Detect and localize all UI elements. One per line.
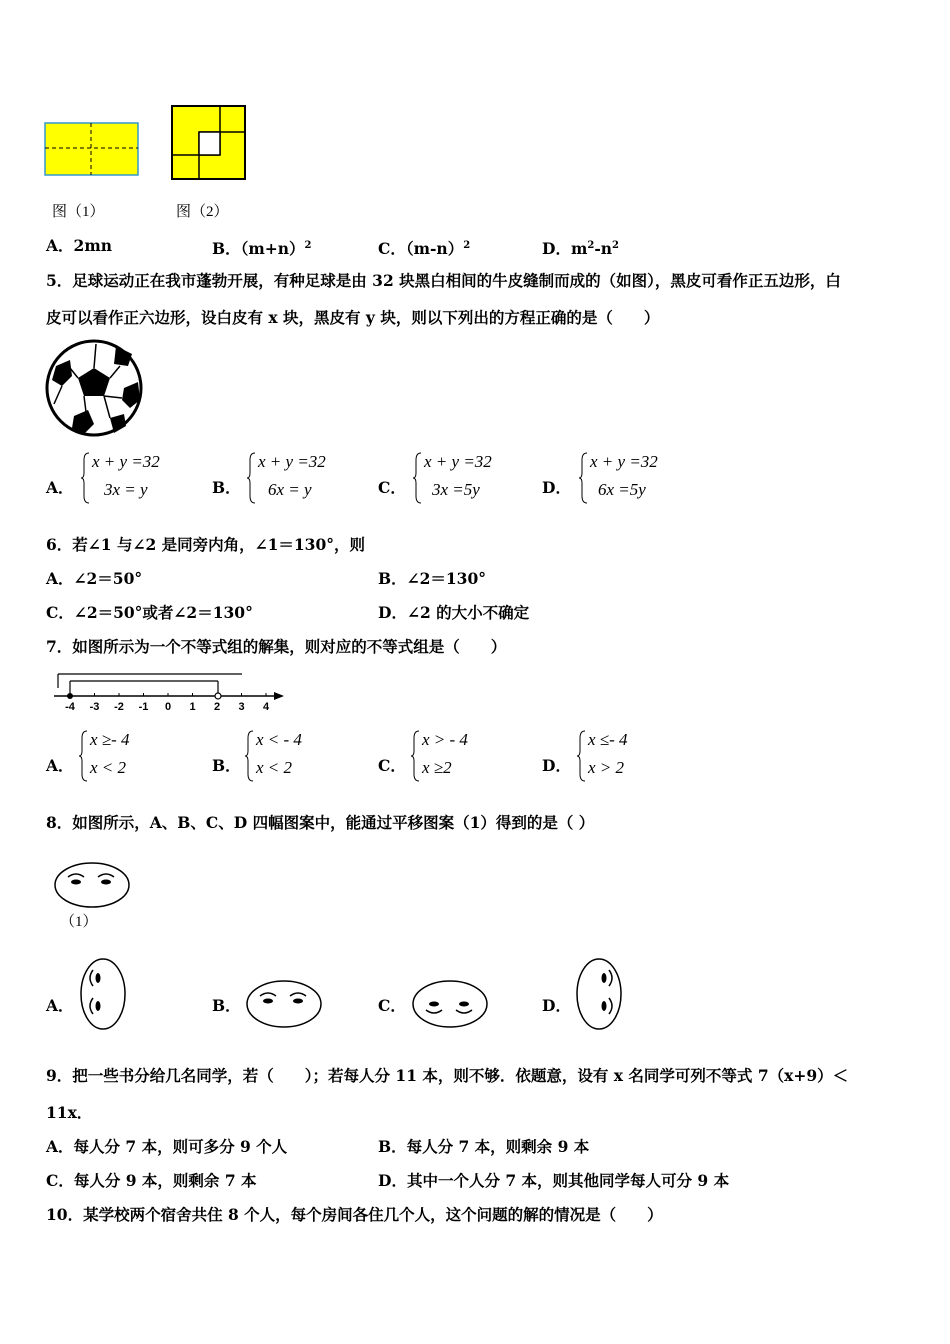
number-line-endpoint-right xyxy=(215,693,221,699)
number-line-tick-label: 2 xyxy=(213,701,221,713)
q8-option-d-face xyxy=(572,956,626,1032)
q8-option-a-face xyxy=(76,956,130,1032)
number-line-tick-label: -2 xyxy=(114,701,124,713)
q7-option-d-system: x ≤- 4 x > 2 xyxy=(576,730,686,786)
brace-icon xyxy=(80,452,90,504)
soccer-ball-image xyxy=(44,338,146,438)
figure-1-rectangle xyxy=(44,120,140,178)
q8-option-b-label: B． xyxy=(212,996,241,1015)
q5-option-d-label: D． xyxy=(542,478,571,497)
brace-icon xyxy=(412,452,422,504)
number-line-tick-label: -3 xyxy=(89,701,100,713)
q8-option-a-label: A． xyxy=(46,996,74,1015)
figure-2-square xyxy=(170,104,248,182)
q8-option-d-label: D． xyxy=(542,996,571,1015)
q7-option-b-label: B． xyxy=(212,756,241,775)
q9-stem-line2: 11x． xyxy=(46,1103,93,1122)
q6-option-b: B．∠2＝130° xyxy=(378,569,486,588)
face-figure-1 xyxy=(52,860,132,910)
q7-option-d-label: D． xyxy=(542,756,571,775)
q4-option-d: D．$m^2-n^2$ xyxy=(542,239,619,259)
brace-icon xyxy=(244,730,254,782)
brace-icon xyxy=(78,730,88,782)
number-line-tick-label: 1 xyxy=(189,701,196,713)
q5-option-c-system: x + y =32 3x =5y xyxy=(412,452,522,508)
brace-icon xyxy=(576,730,586,782)
number-line-tick-label: 4 xyxy=(262,701,270,713)
q7-option-b-system: x < - 4 x < 2 xyxy=(244,730,354,786)
q4-option-c: C．$(m-n)^2$ xyxy=(378,239,471,259)
q5-stem-line1: 5．足球运动正在我市蓬勃开展，有种足球是由 32 块黑白相间的牛皮缝制而成的（如图），黑皮可看作正五边形，白 xyxy=(46,271,841,290)
q9-option-a: A．每人分 7 本，则可多分 9 个人 xyxy=(46,1137,288,1156)
q6-option-c: C．∠2＝50°或者∠2＝130° xyxy=(46,603,253,622)
q6-stem: 6．若∠1 与∠2 是同旁内角，∠1＝130°，则 xyxy=(46,535,365,554)
q4-option-a: A．2mn xyxy=(46,236,112,255)
q9-option-d: D．其中一个人分 7 本，则其他同学每人可分 9 本 xyxy=(378,1171,730,1190)
q9-stem-line1: 9．把一些书分给几名同学，若（ ）；若每人分 11 本，则不够．依题意，设有 x 名同学可列不等式 7（x+9）＜ xyxy=(46,1066,849,1085)
q7-option-a-label: A． xyxy=(46,756,74,775)
q9-option-b: B．每人分 7 本，则剩余 9 本 xyxy=(378,1137,590,1156)
face-figure-1-caption: （1） xyxy=(60,914,98,930)
number-line-tick-label: 0 xyxy=(164,701,172,713)
q7-option-c-label: C． xyxy=(378,756,406,775)
q6-option-d: D．∠2 的大小不确定 xyxy=(378,603,530,622)
q8-option-b-face xyxy=(244,978,324,1030)
number-line xyxy=(50,668,290,714)
q7-stem: 7．如图所示为一个不等式组的解集，则对应的不等式组是（ ） xyxy=(46,637,507,656)
q6-option-a: A．∠2＝50° xyxy=(46,569,143,588)
q7-option-a-system: x ≥- 4 x < 2 xyxy=(78,730,188,786)
q4-option-b: B．$(m+n)^2$ xyxy=(212,239,312,259)
q5-option-b-label: B． xyxy=(212,478,241,497)
q8-stem: 8．如图所示，A、B、C、D 四幅图案中，能通过平移图案（1）得到的是（ ） xyxy=(46,813,595,832)
q5-option-c-label: C． xyxy=(378,478,406,497)
brace-icon xyxy=(246,452,256,504)
q5-stem-line2: 皮可以看作正六边形，设白皮有 x 块，黑皮有 y 块，则以下列出的方程正确的是（ ） xyxy=(46,308,660,327)
number-line-tick-label: 3 xyxy=(238,701,245,713)
q8-option-c-face xyxy=(410,978,490,1030)
figure-1-caption: 图（1） xyxy=(52,204,105,220)
q8-option-c-label: C． xyxy=(378,996,406,1015)
q5-option-b-system: x + y =32 6x = y xyxy=(246,452,356,508)
q5-option-a-label: A． xyxy=(46,478,74,497)
number-line-endpoint-left xyxy=(67,693,73,699)
q5-option-d-system: x + y =32 6x =5y xyxy=(578,452,688,508)
q9-option-c: C．每人分 9 本，则剩余 7 本 xyxy=(46,1171,257,1190)
brace-icon xyxy=(410,730,420,782)
q7-option-c-system: x > - 4 x ≥2 xyxy=(410,730,520,786)
q5-option-a-system: x + y =32 3x = y xyxy=(80,452,190,508)
number-line-tick-label: -1 xyxy=(138,701,149,713)
figure-2-caption: 图（2） xyxy=(176,204,229,220)
brace-icon xyxy=(578,452,588,504)
q10-stem: 10．某学校两个宿舍共住 8 个人，每个房间各住几个人，这个问题的解的情况是（ ） xyxy=(46,1205,663,1224)
number-line-tick-label: -4 xyxy=(65,701,75,713)
